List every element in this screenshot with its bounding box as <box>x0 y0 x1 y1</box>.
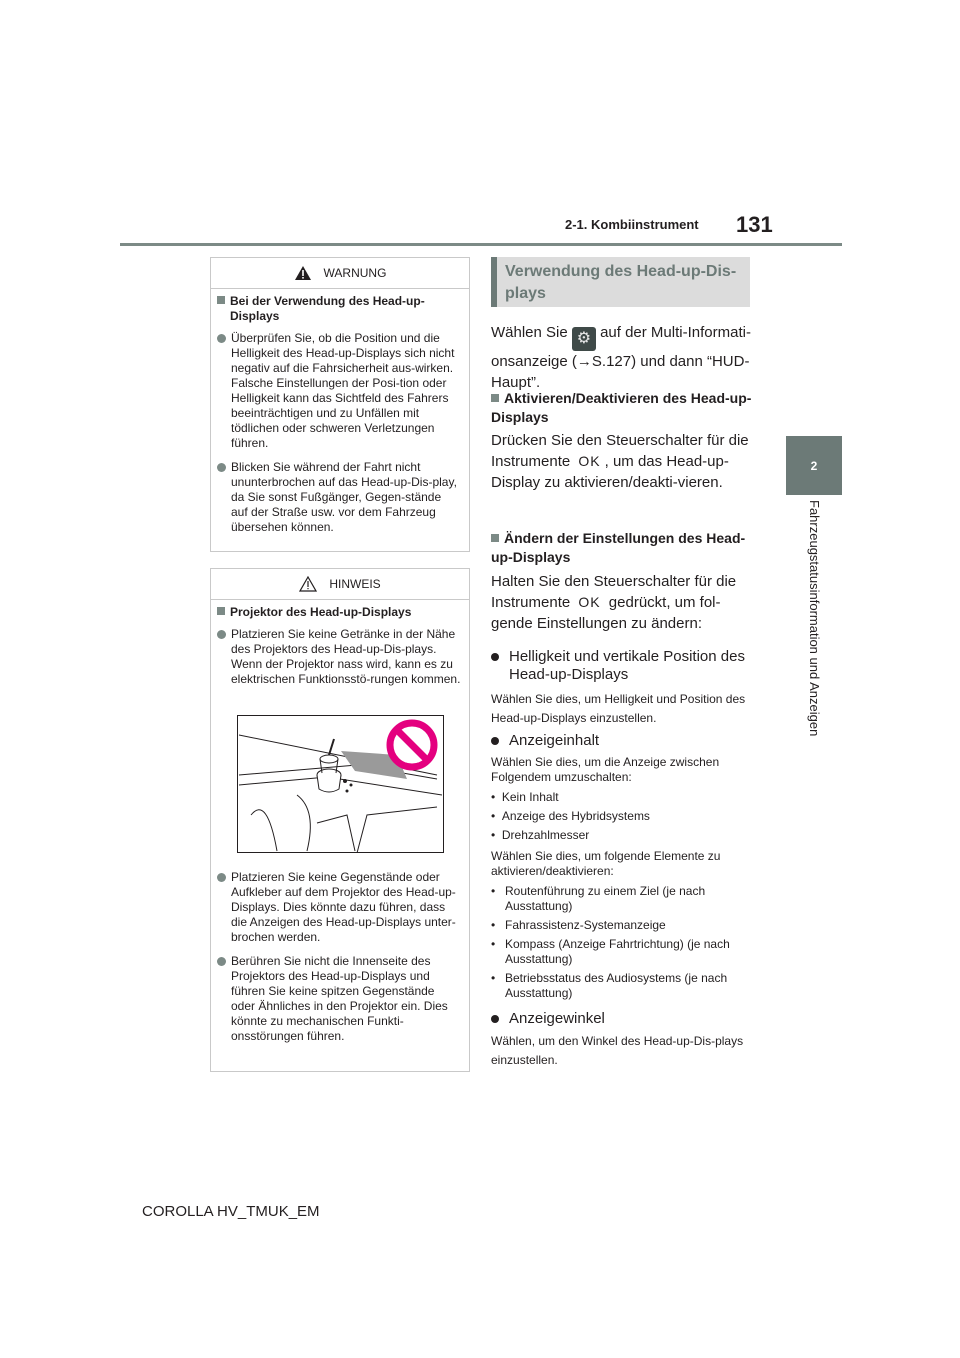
warning-box <box>210 257 470 552</box>
projector-illustration <box>237 715 444 853</box>
option-text: Wählen Sie dies, um die Anzeige zwischen Folgendem umzuschalten: <box>491 755 720 784</box>
footer-model: COROLLA HV_TMUK_EM <box>142 1203 320 1220</box>
option-text: Wählen Sie dies, um folgende Elemente zu aktivieren/deaktivieren: <box>491 849 721 878</box>
list <box>491 790 753 843</box>
warning-header: WARNUNG <box>211 258 469 289</box>
list-item: Platzieren Sie keine Gegenstände oder Aufkleber auf dem Projektor des Head-up-Displays. Dies könnte dazu führen, dass die Anzeigen des Head-up-Displays unter-brochen werden. <box>217 870 461 945</box>
list-item: • Betriebsstatus des Audiosystems (je nach Ausstattung) <box>491 971 728 1000</box>
option-text: Wählen, um den Winkel des Head-up-Dis-plays einzustellen. <box>491 1034 744 1067</box>
caution-icon <box>299 576 317 592</box>
subsection-title: Ändern der Einstellungen des Head-up-Displays <box>491 530 746 565</box>
list-item: Berühren Sie nicht die Innenseite des Projektors des Head-up-Displays und führen Sie keine spitzen Gegenstände oder Ähnliches in den Projektor ein. Dies könnte zu mechanischen Funkti-onsstörungen führen. <box>217 954 461 1044</box>
list-item: • Anzeige des Hybridsystems <box>491 809 650 823</box>
note-header: HINWEIS <box>211 569 469 600</box>
header-rule <box>120 243 842 246</box>
list-item: • Routenführung zu einem Ziel (je nach Ausstattung) <box>491 884 706 913</box>
list-item: • Drehzahlmesser <box>491 828 590 842</box>
chapter-tab-label: Fahrzeugstatusinformation und Anzeigen <box>807 500 822 737</box>
chapter-tab: 2 <box>786 436 842 495</box>
ok-button-icon: OK <box>578 594 601 610</box>
subsection-title: Aktivieren/Deaktivieren des Head-up-Displays <box>491 390 752 425</box>
paragraph: Drücken Sie den Steuerschalter für die Instrumente OK , um das Head-up-Display zu aktivieren/deakti-vieren. <box>491 432 749 491</box>
list <box>491 884 753 1001</box>
ok-button-icon: OK <box>578 453 601 469</box>
page-number: 131 <box>736 212 773 237</box>
option-title: Anzeigeinhalt <box>491 732 753 750</box>
note-box <box>210 568 470 1072</box>
warning-heading: Bei der Verwendung des Head-up-Displays <box>217 294 461 324</box>
list-item: Überprüfen Sie, ob die Position und die Helligkeit des Head-up-Displays sich nicht negativ auf die Fahrsicherheit aus-wirken. Falsche Einstellungen der Posi-tion oder Helligkeit kann das Sichtfeld des Fahrers beeinträchtigen und zu Unfällen mit tödlichen oder schweren Verletzungen führen. <box>217 331 461 451</box>
list-item: • Fahrassistenz-Systemanzeige <box>491 918 666 932</box>
list-item: • Kein Inhalt <box>491 790 559 804</box>
option-text: Wählen Sie dies, um Helligkeit und Position des Head-up-Displays einzustellen. <box>491 692 746 725</box>
settings-icon: ⚙ <box>572 327 596 351</box>
option-title: Anzeigewinkel <box>491 1010 753 1028</box>
option-title: Helligkeit und vertikale Position des Head-up-Displays <box>491 648 753 684</box>
note-heading: Projektor des Head-up-Displays <box>217 605 461 620</box>
list-item: Platzieren Sie keine Getränke in der Nähe des Projektors des Head-up-Dis-plays. Wenn der Projektor nass wird, kann es zu elektrischen Funktionsstö-rungen kommen. <box>217 627 461 687</box>
chapter-header: 2-1. Kombiinstrument <box>565 217 699 232</box>
section-title: Verwendung des Head-up-Dis-plays <box>491 257 750 307</box>
warning-icon <box>294 265 312 281</box>
paragraph: Halten Sie den Steuerschalter für die Instrumente OK gedrückt, um fol-gende Einstellungen zu ändern: <box>491 573 737 632</box>
intro-paragraph: Wählen Sie ⚙ auf der Multi-Informati-onsanzeige (→S.127) und dann “HUD-Haupt”. <box>491 324 751 391</box>
list-item: Blicken Sie während der Fahrt nicht ununterbrochen auf das Head-up-Dis-play, da Sie sonst Fußgänger, Gegen-stände auf der Straße usw. vor dem Fahrzeug übersehen können. <box>217 460 461 535</box>
list-item: • Kompass (Anzeige Fahrtrichtung) (je nach Ausstattung) <box>491 937 730 966</box>
